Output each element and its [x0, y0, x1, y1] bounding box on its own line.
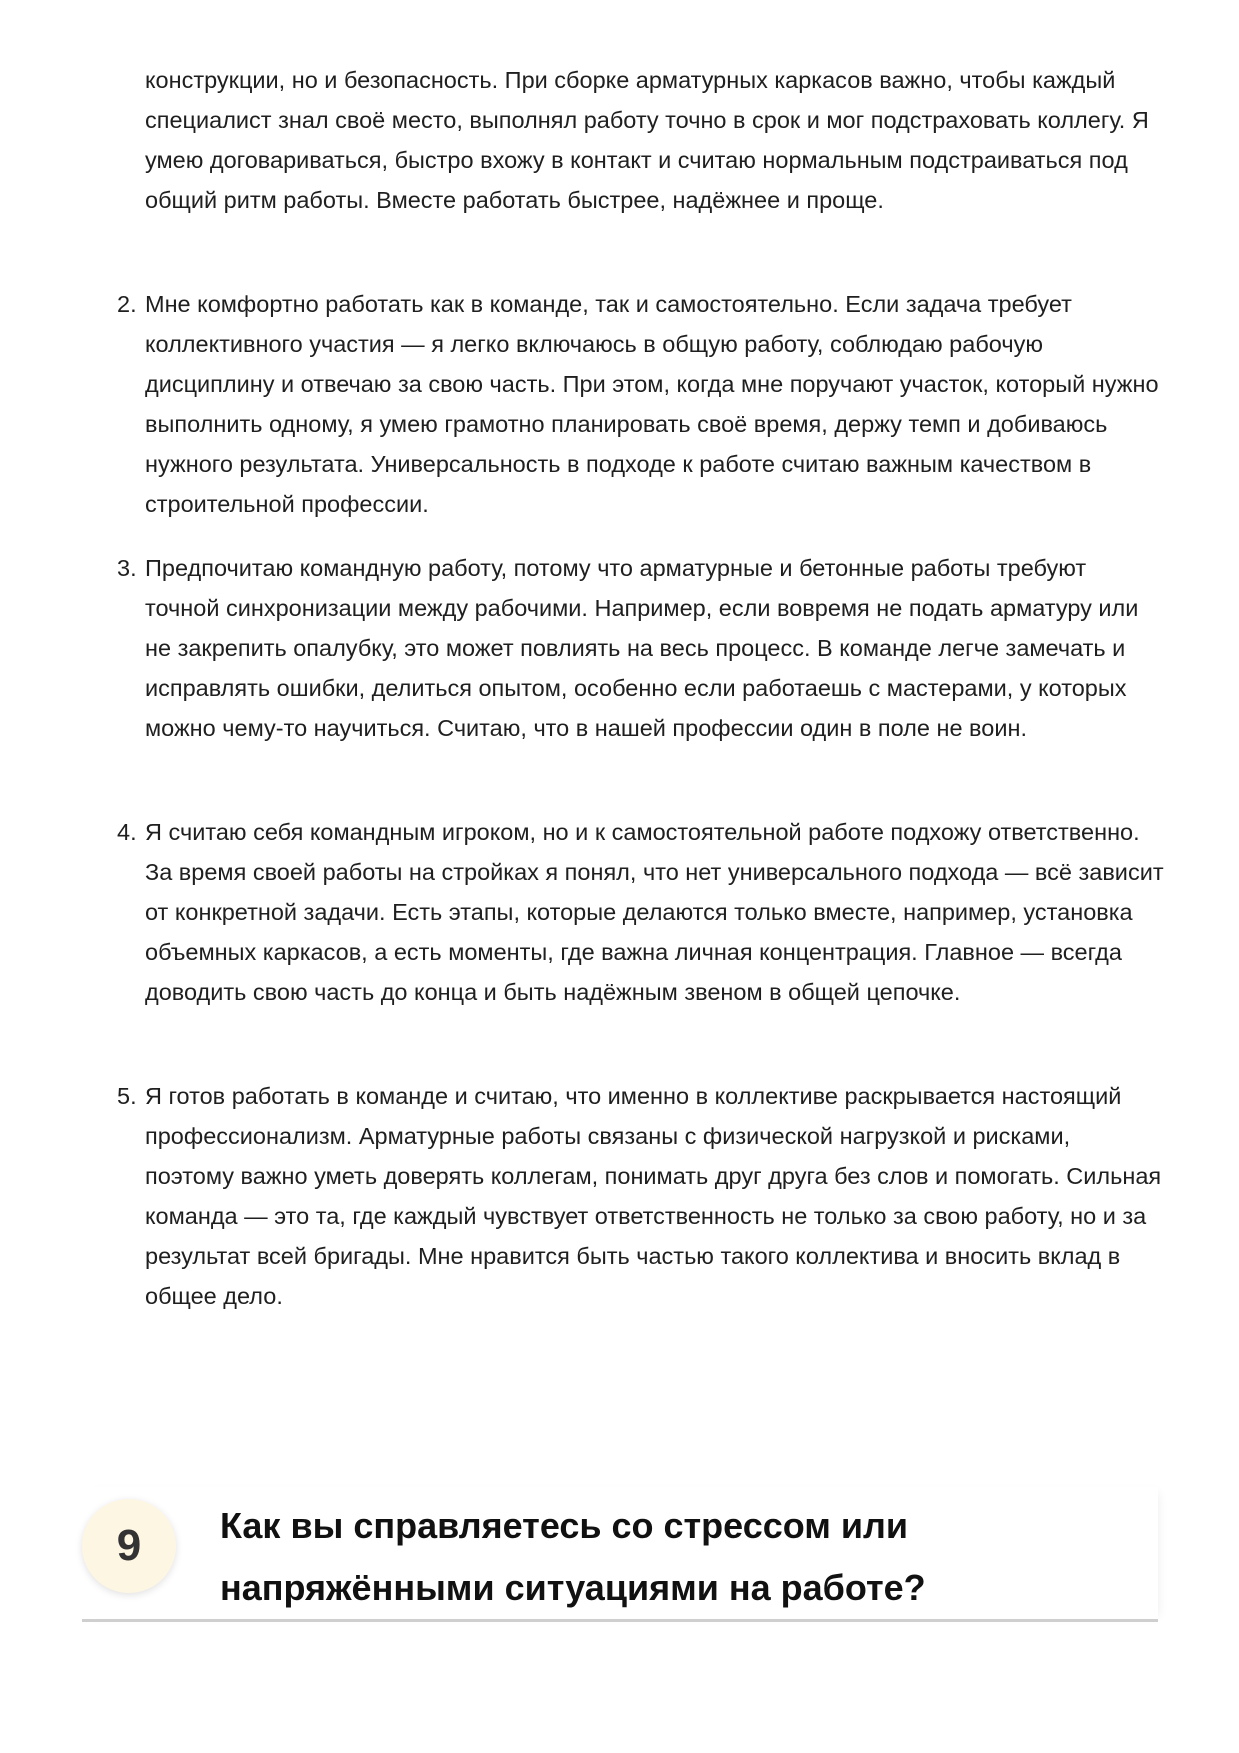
question-title: Как вы справляетесь со стрессом или напряжёнными ситуациями на работе?: [220, 1505, 926, 1608]
answer-text: Я считаю себя командным игроком, но и к самостоятельной работе подхожу ответственно. За время своей работы на стройках я понял, что нет универсального подхода — всё зависит от конкретной задачи. Есть этапы, которые делаются только вместе, например, установка объемных каркасов, а есть моменты, где важна личная концентрация. Главное — всегда доводить свою часть до конца и быть надёжным звеном в общей цепочке.: [145, 819, 1164, 1005]
answer-text: Я готов работать в команде и считаю, что именно в коллективе раскрывается настоящий профессионализм. Арматурные работы связаны с физической нагрузкой и рисками, поэтому важно уметь доверять коллегам, понимать друг друга без слов и помогать. Сильная команда — это та, где каждый чувствует ответственность не только за свою работу, но и за результат всей бригады. Мне нравится быть частью такого коллектива и вносить вклад в общее дело.: [145, 1083, 1162, 1309]
answer-number: 4.: [117, 819, 137, 845]
answer-text: Предпочитаю командную работу, потому что арматурные и бетонные работы требуют точной синхронизации между рабочими. Например, если вовремя не подать арматуру или не закрепить опалубку, это может повлиять на весь процесс. В команде легче замечать и исправлять ошибки, делиться опытом, особенно если работаешь с мастерами, у которых можно чему-то научиться. Считаю, что в нашей профессии один в поле не воин.: [145, 555, 1139, 741]
question-number-badge: 9: [82, 1499, 176, 1593]
question-header: [82, 1487, 1158, 1622]
answer-number: 3.: [117, 555, 137, 581]
answer-number: 2.: [117, 291, 137, 317]
answer-continuation: конструкции, но и безопасность. При сборке арматурных каркасов важно, чтобы каждый специалист знал своё место, выполнял работу точно в срок и мог подстраховать коллегу. Я умею договариваться, быстро вхожу в контакт и считаю нормальным подстраиваться под общий ритм работы. Вместе работать быстрее, надёжнее и проще.: [145, 67, 1149, 213]
answer-text: Мне комфортно работать как в команде, так и самостоятельно. Если задача требует коллективного участия — я легко включаюсь в общую работу, соблюдаю рабочую дисциплину и отвечаю за свою часть. При этом, когда мне поручают участок, который нужно выполнить одному, я умею грамотно планировать своё время, держу темп и добиваюсь нужного результата. Универсальность в подходе к работе считаю важным качеством в строительной профессии.: [145, 291, 1159, 517]
answer-number: 5.: [117, 1083, 137, 1109]
